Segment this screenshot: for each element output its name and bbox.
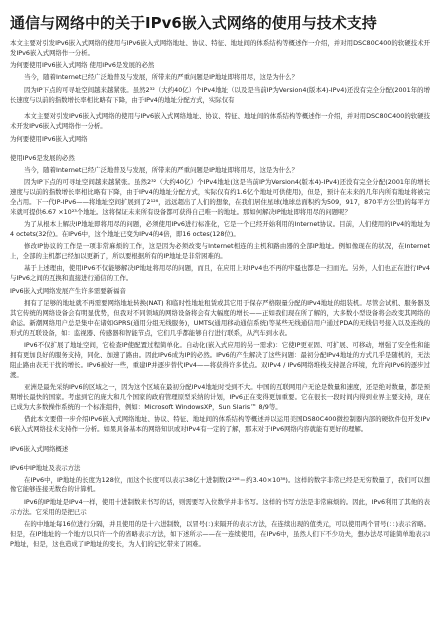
body-paragraph-7: 亚洲是最先采纳IPv6的区域之一，因为这个区域在最初分配IPv4地址时受到不大。中国的互联网用户无论是数量和速度，还是绝对数量，都是预期增长最快的国家。考虑到它的庞大和几个国家的政府管理原型采纳的计划，IPv6正在变得更加重要。它在很长一段时间内得到业界主要支持，现在已成为大多数操作系统的一个标准组件，例如：Microsoft WindowsXP，Sun Slaris™ 8/9等。	[10, 383, 430, 412]
section-heading-why: 为何要使用IPv6嵌入式网络	[10, 134, 88, 143]
lead-paragraph-2: 为何要使用IPv6嵌入式网络 使用IPv6是发展的必然	[10, 60, 155, 69]
intro-paragraph: 本文主要对引发IPv6嵌入式网络的使用与IPv6嵌入式网络地址、协议、特征、地址间的体系结构等概述作一介绍，并对用DSC80C400的软硬技术开发IPv6嵌入式网络作一分析。	[10, 111, 430, 130]
body-paragraph-2: 为了从根本上解决IP地址即将用尽的问题，必须使用IPv6进行标准化，它是一个已经开始利用的Internet协议。目前，人们使用的IPv4的地址为4 octets(32位)。在IPv6中，这个地址已变为IPv4的4倍，即16 octes(128位)。	[10, 219, 430, 238]
closing-paragraph-2: IPv6的IP地址是IPv4一样，使用十进制数来书写的话，则需要写入位数学并非书写。这样的书写方法是非常麻烦的。因此，IPv6利用了其他的表示方法。它采用的是把已示	[10, 497, 430, 516]
lead-paragraph-4: 因为IP下点的可寻址空间越来越紧张。虽然2³²（大约40亿）个IPv4地址（以及是当前IP为Version4(版本4)-IPv4)还没有完全分配(2001年的增长速度与以前的指数增长率相比略有下降，由于IPv4的地址分配方式，实际仅有	[10, 85, 430, 104]
section-heading-ip-address: IPv6中IP地址及表示方法	[10, 463, 81, 472]
page-title: 通信与网络中的关于IPv6嵌入式网络的使用与技术支持	[10, 14, 377, 32]
section-heading-growth: IPv6嵌入式网络发展产生许多需要新福音	[10, 287, 126, 296]
body-paragraph-4: 基于上述理由，使用IPv6不仅能够解决IP地址将用尽的问题，而且，在应用上对IPv4也不再的牢骚也都是一扫而光。另外，人们也正在进行IPv4与IPv6之间的互换和直接进行通信的工作。	[10, 264, 430, 283]
body-paragraph-5: 拥有了足够的地址就不再需要网络地址转换(NAT) 和临时性地址租赁或其它用于保存严格限量分配的IPv4地址的组装机。尽管会试机、服务器及其它传统的网络设备会有明显优势，但我对不同领域的网络设备将会有大幅度的增长——正如我们现在所了解的，大多数小型设备将会改变其网络的命运。新潮网络用户总是集中在诸如GPRS(通用分组无线服务)，UMTS(通用移动通信系统)等某些无线通信用户通过PDA的无线信号接入以及连线的形式的互联设备，如：监视器、传感器和智能节点，它们几乎都能够自行进行联系，从汽车到水表。	[10, 299, 430, 337]
closing-paragraph-3: 在的中地址每16位进行分隔，并且使用的是十六进制数，以冒号(：)来隔开的表示方法，在连续出现的值类元，可以使用两个冒号(：：)表示省略。但是，在IP地址的一个地方以只许一个的省略表示方法，如下述所示——在一连续使用，在IPv6中，虽然人们下不少功夫，想办法尽可能简单地表示IP地址，但是，这也造成了IP地址的变长，为人们的记忆带来了困难。	[10, 520, 430, 548]
section-heading-overview: IPv6嵌入式网络概述	[10, 444, 69, 453]
section-heading-inevitable: 使用IPv6是发展的必然	[10, 153, 75, 162]
lead-paragraph-1: 本文主要对引发IPv6嵌入式网络的使用与IPv6嵌入式网络地址、协议、特征、地址间的体系结构等概述作一介绍，并对用DSC80C400的软硬技术开发IPv6嵌入式网络作一分析。	[10, 38, 430, 57]
body-paragraph-8: 借此本文要借一步介绍IPv6嵌入式网络地址、协议、特征、地址间的体系结构等概述并以运用美国DS80C400微控制器内部的硬软件包开发IPv6嵌入式网络技术支持作一分析。如果具备基本的网络知识或对IPv4有一定的了解，那末对于IPv6网络内容就能有更好的理解。	[10, 415, 430, 434]
body-paragraph-6: IPv6不仅扩展了地址空间，它检查IP使配置过程简单化。自动化(嵌入式应用的另一需求)：它使IP更亚固、可扩展、可移动，增强了安全性和能拥有更加良好的服务支持，同化、加速了路由。因此IPv6成为IP的必然。IPv6的产生解决了这些问题：最初分配IPv4地址的方式几乎是随机的，无法阻止路由表无干扰的增长。IPv6被好一些，重建IP并逐步替代IPv4——将获得许多优点。双IPv4 / IPv6网络堆栈支持混合环境，允许向IPv6的逐步过渡。	[10, 341, 430, 379]
body-paragraph-3: 修改IP协议的工作是一项非常麻烦的工作，这是因为必须改变与Internet相连的主机和路由器的全部IP地址。例如像现在的状况，在Internet上，全部的主机都已经加以更新了，所以要根据所有的IP地址是非常困难的。	[10, 242, 430, 261]
body-paragraph-1: 因为IP下点的可寻址空间越来越紧张。虽然2³²（大约40亿）个IPv4地址(这是当前IP为Version4(版本4)-IPv4)还没有完全分配(2001年的增长速度与以前的指数增长率相比略有下降，由于IPv4的地址分配方式，实际仅有约1.6亿个地址可供使用)，但是，预计在未来的几年内所有地址将被完全占用。下一代IP-IPv6——将地址空间扩展到了2¹²⁸，远远超出了人们的想象，在我们居住星球(地球总面积约为509，917，870平方公里)的每平方米就可提供6.67 ×10²³个地址。这将保证未来所有设备都可获得自己唯一的地址。那如何解决IP地址即将用尽的问题呢？	[10, 177, 430, 216]
lead-paragraph-3: 当今，随着Internet已经广泛地普及与发展，所带来的严重问题是IP地址即将用尽，这是为什么？	[24, 73, 298, 82]
question-paragraph: 当今，随着Internet已经广泛地普及与发展，所带来的严重问题是IP地址即将用尽，这是为什么？	[24, 165, 298, 174]
closing-paragraph-1: 在IPv6中，IP地址的长度为128位，而这个长度可以表示38亿十进制数(2¹²⁸＝约3.40×10³⁸)。这样的数字非常已经是无穷数量了，我们可以想像它能够连接无数台的计算机。	[10, 475, 430, 494]
